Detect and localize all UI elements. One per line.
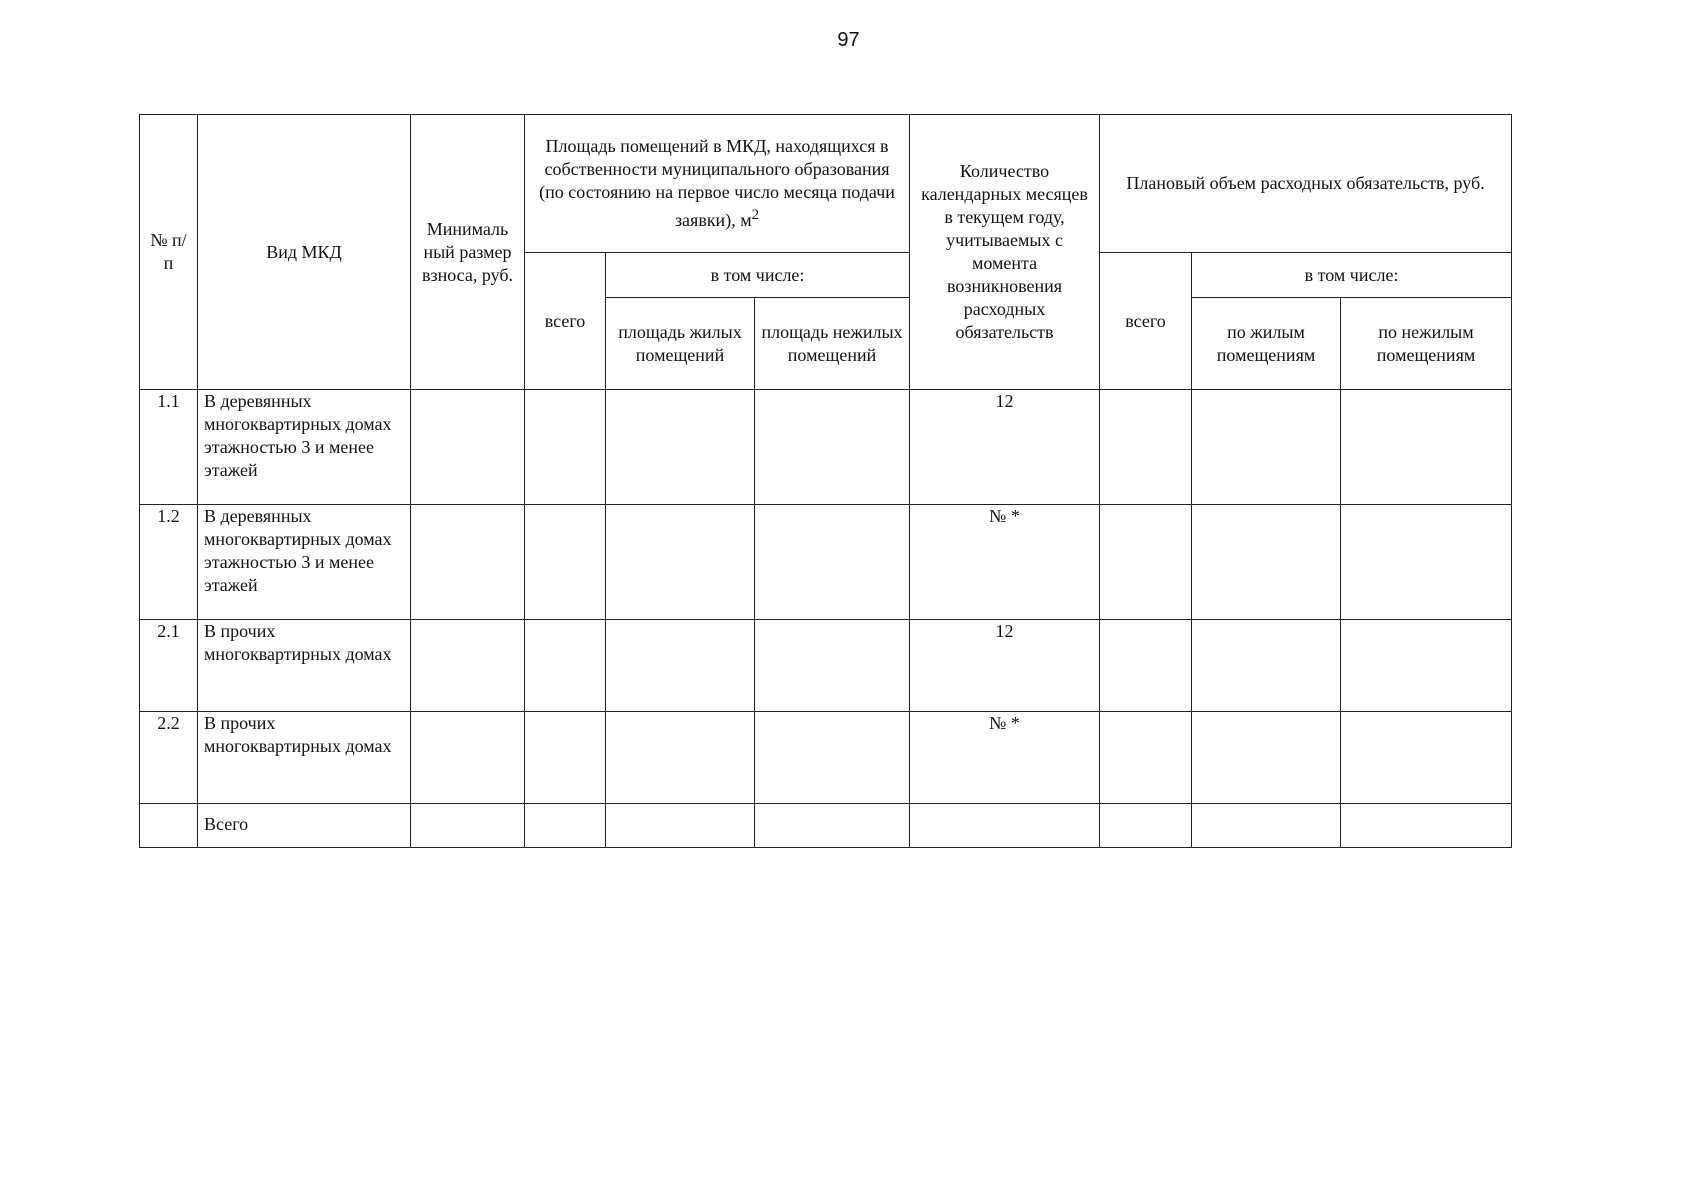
cell-months: 12 [910,390,1100,505]
header-months: Количество календарных месяцев в текущем году, учитываемых с момента возникновения расходных обязательств [910,115,1100,390]
header-area-group [525,115,910,253]
cell-months: 12 [910,620,1100,712]
table-row [140,712,1512,804]
cell-area-total [525,712,606,804]
cell-area-residential [606,505,755,620]
cell-area-residential [606,712,755,804]
header-area-residential: площадь жилых помещений [606,298,755,390]
cell-months: № * [910,505,1100,620]
cell-min-fee [411,620,525,712]
cell-plan-nonresidential [1341,712,1512,804]
header-area-nonresidential: площадь нежилых помещений [755,298,910,390]
cell-area-nonresidential [755,620,910,712]
cell-area-nonresidential [755,712,910,804]
cell-plan-nonresidential [1341,804,1512,848]
header-plan-nonresidential: по нежилым помещениям [1341,298,1512,390]
cell-plan-residential [1192,712,1341,804]
cell-num: 1.2 [140,505,198,620]
cell-min-fee [411,804,525,848]
cell-area-total [525,804,606,848]
header-area-group-text: Площадь помещений в МКД, находящихся в собственности муниципального образования (по состоянию на первое число месяца подачи заявки), м [539,136,895,230]
cell-plan-residential [1192,505,1341,620]
cell-area-residential [606,804,755,848]
table-body [140,390,1512,848]
header-type: Вид МКД [198,115,411,390]
header-plan-group: Плановый объем расходных обязательств, руб. [1100,115,1512,253]
header-num: № п/п [140,115,198,390]
cell-type: В деревянных многоквартирных домах этажностью 3 и менее этажей [198,390,411,505]
cell-plan-total [1100,804,1192,848]
cell-area-total [525,620,606,712]
cell-type: В прочих многоквартирных домах [198,712,411,804]
cell-type: Всего [198,804,411,848]
cell-min-fee [411,505,525,620]
header-min-fee: Минималь ный размер взноса, руб. [411,115,525,390]
cell-area-nonresidential [755,390,910,505]
expenditure-table [139,114,1512,848]
cell-plan-nonresidential [1341,620,1512,712]
cell-months [910,804,1100,848]
header-plan-residential: по жилым помещениям [1192,298,1341,390]
cell-plan-nonresidential [1341,505,1512,620]
cell-area-total [525,390,606,505]
table-row [140,390,1512,505]
table-row-total [140,804,1512,848]
table-row [140,505,1512,620]
cell-min-fee [411,712,525,804]
header-plan-total: всего [1100,253,1192,390]
cell-num [140,804,198,848]
cell-plan-total [1100,620,1192,712]
cell-plan-residential [1192,804,1341,848]
cell-num: 2.1 [140,620,198,712]
cell-num: 1.1 [140,390,198,505]
cell-plan-total [1100,390,1192,505]
cell-min-fee [411,390,525,505]
cell-area-residential [606,620,755,712]
cell-months: № * [910,712,1100,804]
header-area-incl: в том числе: [606,253,910,298]
cell-plan-residential [1192,620,1341,712]
cell-type: В деревянных многоквартирных домах этажностью 3 и менее этажей [198,505,411,620]
header-area-total: всего [525,253,606,390]
cell-area-nonresidential [755,505,910,620]
page-number: 97 [837,29,860,51]
cell-plan-total [1100,712,1192,804]
cell-num: 2.2 [140,712,198,804]
cell-type: В прочих многоквартирных домах [198,620,411,712]
cell-area-residential [606,390,755,505]
table-row [140,620,1512,712]
cell-plan-nonresidential [1341,390,1512,505]
cell-plan-total [1100,505,1192,620]
header-area-unit-sup: 2 [751,207,760,223]
table-header [140,115,1512,390]
header-plan-incl: в том числе: [1192,253,1512,298]
cell-area-nonresidential [755,804,910,848]
cell-area-total [525,505,606,620]
cell-plan-residential [1192,390,1341,505]
